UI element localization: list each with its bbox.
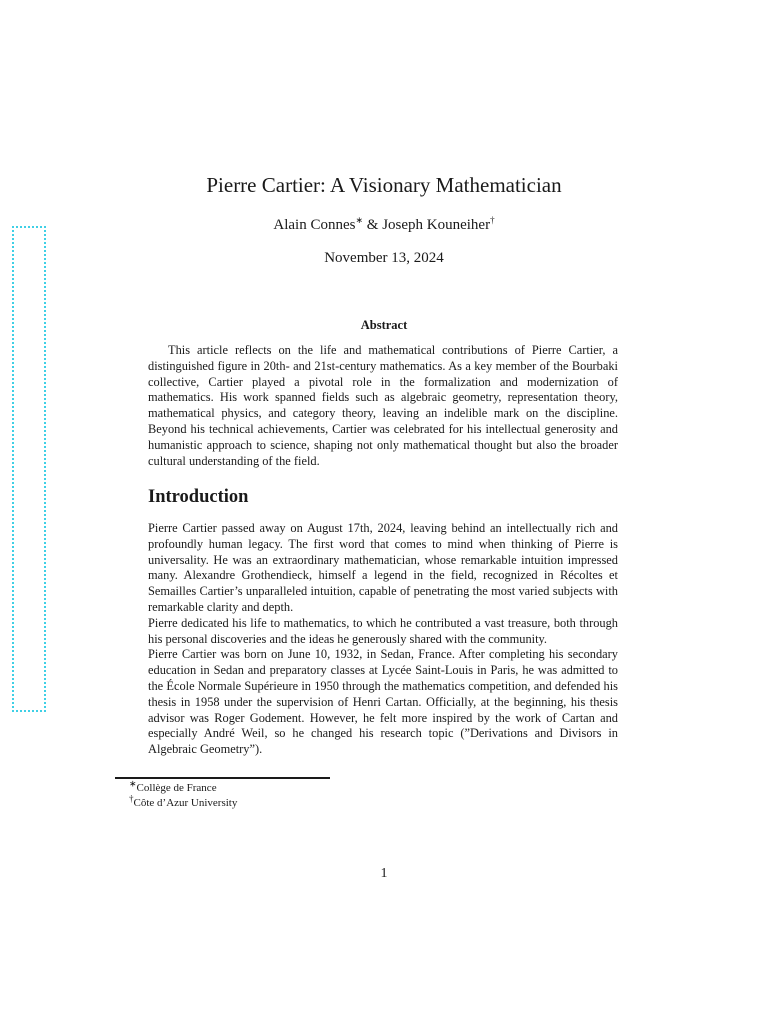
author-name: Alain Connes: [273, 217, 356, 233]
footnote: [129, 793, 238, 811]
footnotes: [129, 778, 238, 811]
body-paragraph: Pierre Cartier was born on June 10, 1932, in Sedan, France. After completing his secondary education in Sedan and preparatory classes at Lycée Saint-Louis in Paris, he was admitted to the École Normale Supérieure in 1950 through the mathematics competition, and defended his thesis in 1958 under the supervision of Henri Cartan. Officially, at the beginning, his thesis advisor was Roger Godement. However, he felt more inspired by the work of Cartan and especially André Weil, so he changed his research topic (”Derivations and Divisors in Algebraic Geometry”).: [148, 647, 618, 757]
footnote-mark: †: [129, 793, 134, 804]
section-heading-introduction: Introduction: [148, 487, 249, 507]
author-separator: &: [363, 217, 383, 233]
author-name: Joseph Kouneiher: [382, 217, 491, 233]
footnote-rule: [115, 777, 330, 779]
footnote-text: Côte d’Azur University: [133, 797, 238, 809]
paper-title: Pierre Cartier: A Visionary Mathematician: [206, 173, 562, 197]
footnote: [129, 778, 237, 796]
abstract-text: This article reflects on the life and mathematical contributions of Pierre Cartier, a distinguished figure in 20th- and 21st-century mathematics. As a key member of the Bourbaki collective, Cartier played a pivotal role in the formalization and modernization of mathematics. His work spanned fields such as algebraic geometry, representation theory, mathematical physics, and category theory, leaving an indelible mark on the discipline. Beyond his technical achievements, Cartier was celebrated for his intellectual generosity and humanistic approach to science, shaping not only mathematical thought but also the broader cultural understanding of the field.: [148, 343, 618, 468]
author-line: [0, 217, 768, 234]
page-number: 1: [380, 866, 388, 881]
body-paragraph: Pierre Cartier passed away on August 17th, 2024, leaving behind an intellectually rich and profoundly human legacy. The first word that comes to mind when thinking of Pierre is universality. He was an extraordinary mathematician, whose remarkable intuition impressed many. Alexandre Grothendieck, himself a legend in the field, recognized in Récoltes et Semailles Cartier’s unparalleled intuition, capable of penetrating the most varied subjects with remarkable clarity and depth.: [148, 521, 618, 614]
author-affiliation-mark: ∗: [355, 215, 364, 225]
body-paragraph: Pierre dedicated his life to mathematics, to which he contributed a vast treasure, both through his personal discoveries and the ideas he generously shared with the community.: [148, 615, 618, 646]
arxiv-sidebar-stamp: [12, 226, 46, 712]
author-affiliation-mark: †: [490, 215, 495, 225]
paper-date: November 13, 2024: [324, 250, 444, 266]
footnote-text: Collège de France: [136, 782, 217, 794]
introduction-body: [148, 521, 618, 758]
footnote-mark: ∗: [129, 778, 137, 789]
abstract-heading: Abstract: [360, 318, 408, 332]
